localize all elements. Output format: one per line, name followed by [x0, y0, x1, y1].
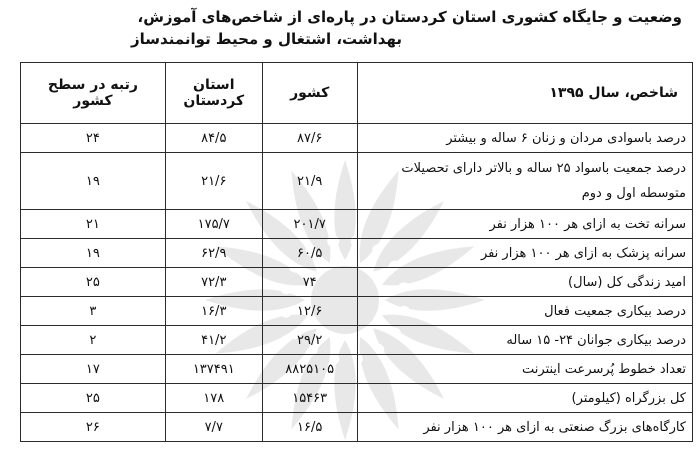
indicator-cell: کل بزرگراه (کیلومتر) — [357, 384, 692, 413]
table-row — [21, 326, 693, 355]
table-row — [21, 239, 693, 268]
country-cell: ۱۶/۵ — [262, 413, 357, 442]
indicator-cell: سرانه پزشک به ازای هر ۱۰۰ هزار نفر — [357, 239, 692, 268]
rank-cell: ۲۵ — [21, 268, 166, 297]
province-cell: ۱۷۸ — [165, 384, 262, 413]
table-header-row — [21, 63, 693, 124]
rank-cell: ۱۷ — [21, 355, 166, 384]
rank-cell: ۲۴ — [21, 124, 166, 153]
rank-cell: ۲۱ — [21, 210, 166, 239]
header-country: کشور — [262, 63, 357, 124]
table-row — [21, 153, 693, 210]
indicator-cell: درصد بیکاری جمعیت فعال — [357, 297, 692, 326]
table-row — [21, 268, 693, 297]
country-cell: ۸۸۲۵۱۰۵ — [262, 355, 357, 384]
indicators-table — [20, 62, 693, 442]
province-cell: ۱۳۷۴۹۱ — [165, 355, 262, 384]
country-cell: ۱۲/۶ — [262, 297, 357, 326]
indicator-cell: درصد بیکاری جوانان ۲۴- ۱۵ ساله — [357, 326, 692, 355]
country-cell: ۲۰۱/۷ — [262, 210, 357, 239]
indicator-cell: درصد جمعیت باسواد ۲۵ ساله و بالاتر دارای تحصیلات متوسطه اول و دوم — [357, 153, 692, 210]
province-cell: ۶۲/۹ — [165, 239, 262, 268]
title-line-1: وضعیت و جایگاه کشوری استان کردستان در پاره‌ای از شاخص‌های آموزش، — [137, 8, 682, 26]
indicator-cell: تعداد خطوط پُرسرعت اینترنت — [357, 355, 692, 384]
country-cell: ۲۱/۹ — [262, 153, 357, 210]
rank-cell: ۱۹ — [21, 153, 166, 210]
country-cell: ۱۵۴۶۳ — [262, 384, 357, 413]
indicator-cell: امید زندگی کل (سال) — [357, 268, 692, 297]
rank-cell: ۲۵ — [21, 384, 166, 413]
header-rank: رتبه در سطح کشور — [21, 63, 166, 124]
province-cell: ۴۱/۲ — [165, 326, 262, 355]
table-row — [21, 297, 693, 326]
province-cell: ۱۶/۳ — [165, 297, 262, 326]
indicator-cell: کارگاه‌های بزرگ صنعتی به ازای هر ۱۰۰ هزار نفر — [357, 413, 692, 442]
table-row — [21, 384, 693, 413]
province-cell: ۲۱/۶ — [165, 153, 262, 210]
rank-cell: ۳ — [21, 297, 166, 326]
indicator-cell: درصد باسوادی مردان و زنان ۶ ساله و بیشتر — [357, 124, 692, 153]
rank-cell: ۲ — [21, 326, 166, 355]
province-cell: ۷۲/۳ — [165, 268, 262, 297]
document-title — [0, 6, 700, 50]
table-row — [21, 210, 693, 239]
title-line-2: بهداشت، اشتغال و محیط توانمندساز — [131, 30, 402, 48]
table-row — [21, 413, 693, 442]
rank-cell: ۲۶ — [21, 413, 166, 442]
indicator-cell: سرانه تخت به ازای هر ۱۰۰ هزار نفر — [357, 210, 692, 239]
province-cell: ۷/۷ — [165, 413, 262, 442]
table-row — [21, 355, 693, 384]
province-cell: ۱۷۵/۷ — [165, 210, 262, 239]
header-province: استان کردستان — [165, 63, 262, 124]
header-indicator: شاخص، سال ۱۳۹۵ — [357, 63, 692, 124]
table-row — [21, 124, 693, 153]
province-cell: ۸۴/۵ — [165, 124, 262, 153]
rank-cell: ۱۹ — [21, 239, 166, 268]
country-cell: ۲۹/۲ — [262, 326, 357, 355]
country-cell: ۸۷/۶ — [262, 124, 357, 153]
country-cell: ۷۴ — [262, 268, 357, 297]
country-cell: ۶۰/۵ — [262, 239, 357, 268]
